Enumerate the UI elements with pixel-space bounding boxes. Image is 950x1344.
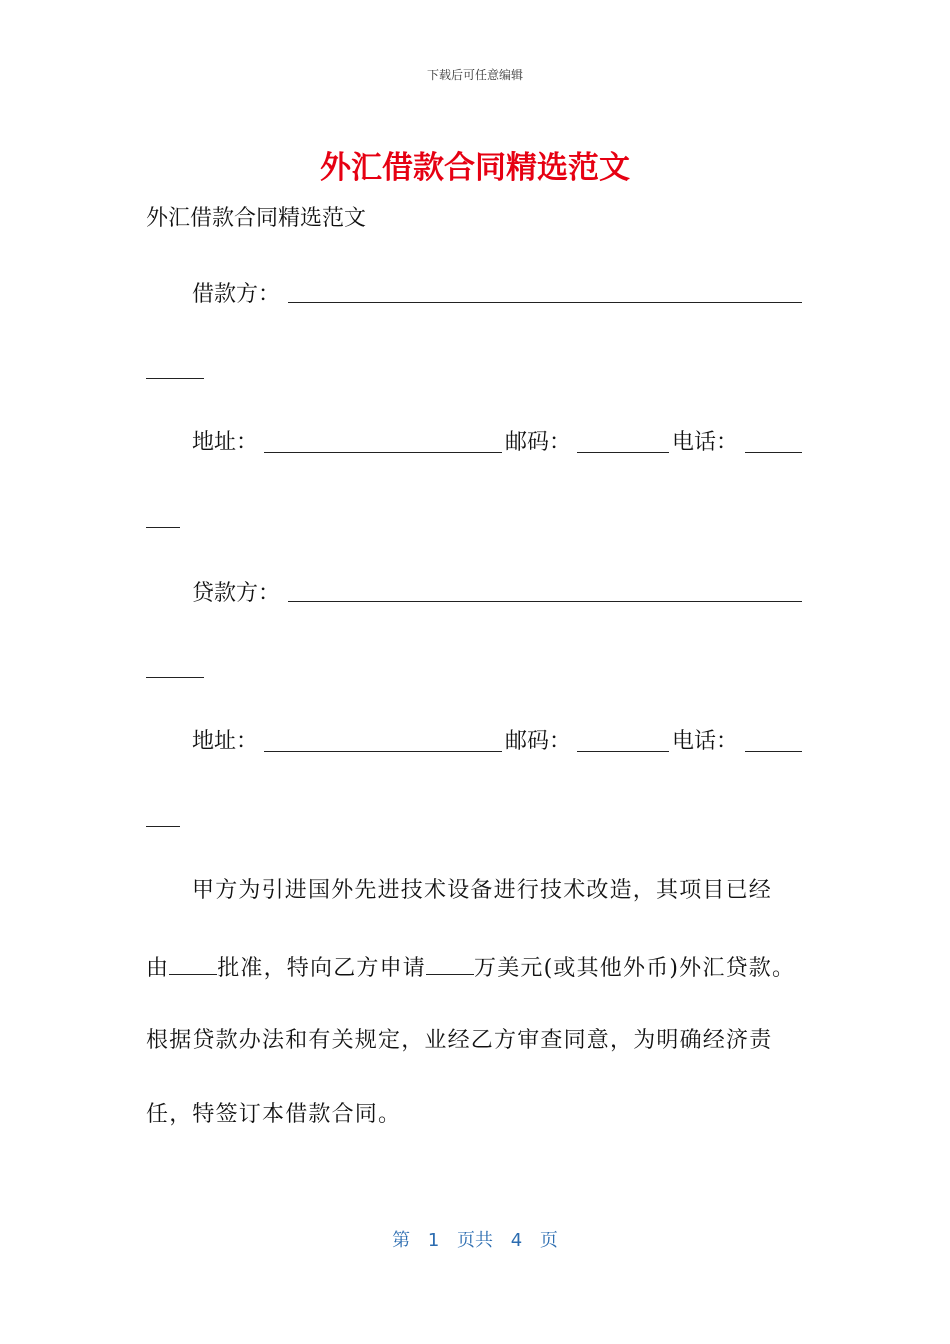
lender-phone-blank-continued — [146, 826, 180, 827]
borrower-blank-continued — [146, 378, 204, 379]
paragraph-line-2 — [146, 952, 795, 984]
lender-label: 贷款方： — [192, 581, 281, 606]
paragraph-line-4: 任，特签订本借款合同。 — [146, 1102, 402, 1127]
borrower-postcode-blank — [577, 452, 669, 453]
borrower-phone-blank — [745, 452, 802, 453]
footer-total-pages: 4 — [510, 1230, 523, 1251]
borrower-phone-label: 电话： — [672, 430, 739, 455]
footer-prefix: 第 — [392, 1230, 411, 1251]
lender-address-label: 地址： — [192, 729, 259, 754]
paragraph-line-2-part-b: 批准，特向乙方申请 — [217, 956, 427, 981]
page-header-note: 下载后可任意编辑 — [426, 68, 523, 82]
borrower-postcode-label: 邮码： — [505, 430, 572, 455]
borrower-address-blank — [264, 452, 502, 453]
paragraph-line-1: 甲方为引进国外先进技术设备进行技术改造，其项目已经 — [192, 878, 773, 903]
borrower-address-label: 地址： — [192, 430, 259, 455]
approver-blank — [169, 952, 217, 975]
amount-blank — [426, 952, 474, 975]
lender-address-blank — [264, 751, 502, 752]
borrower-phone-blank-continued — [146, 527, 180, 528]
document-title: 外汇借款合同精选范文 — [320, 150, 630, 186]
lender-blank — [288, 601, 802, 602]
paragraph-line-2-part-a: 由 — [146, 956, 170, 981]
borrower-label: 借款方： — [192, 282, 281, 307]
lender-blank-continued — [146, 677, 204, 678]
lender-phone-label: 电话： — [672, 729, 739, 754]
paragraph-line-3: 根据贷款办法和有关规定，业经乙方审查同意，为明确经济责 — [146, 1028, 773, 1053]
borrower-blank — [288, 302, 802, 303]
footer-suffix: 页 — [539, 1230, 558, 1251]
footer-middle: 页共 — [457, 1230, 493, 1251]
lender-postcode-blank — [577, 751, 669, 752]
paragraph-line-2-part-c: 万美元(或其他外币)外汇贷款。 — [474, 956, 796, 981]
document-subtitle: 外汇借款合同精选范文 — [146, 206, 367, 231]
footer-page-number: 1 — [427, 1230, 440, 1251]
lender-phone-blank — [745, 751, 802, 752]
lender-postcode-label: 邮码： — [505, 729, 572, 754]
page-footer — [0, 1226, 950, 1252]
